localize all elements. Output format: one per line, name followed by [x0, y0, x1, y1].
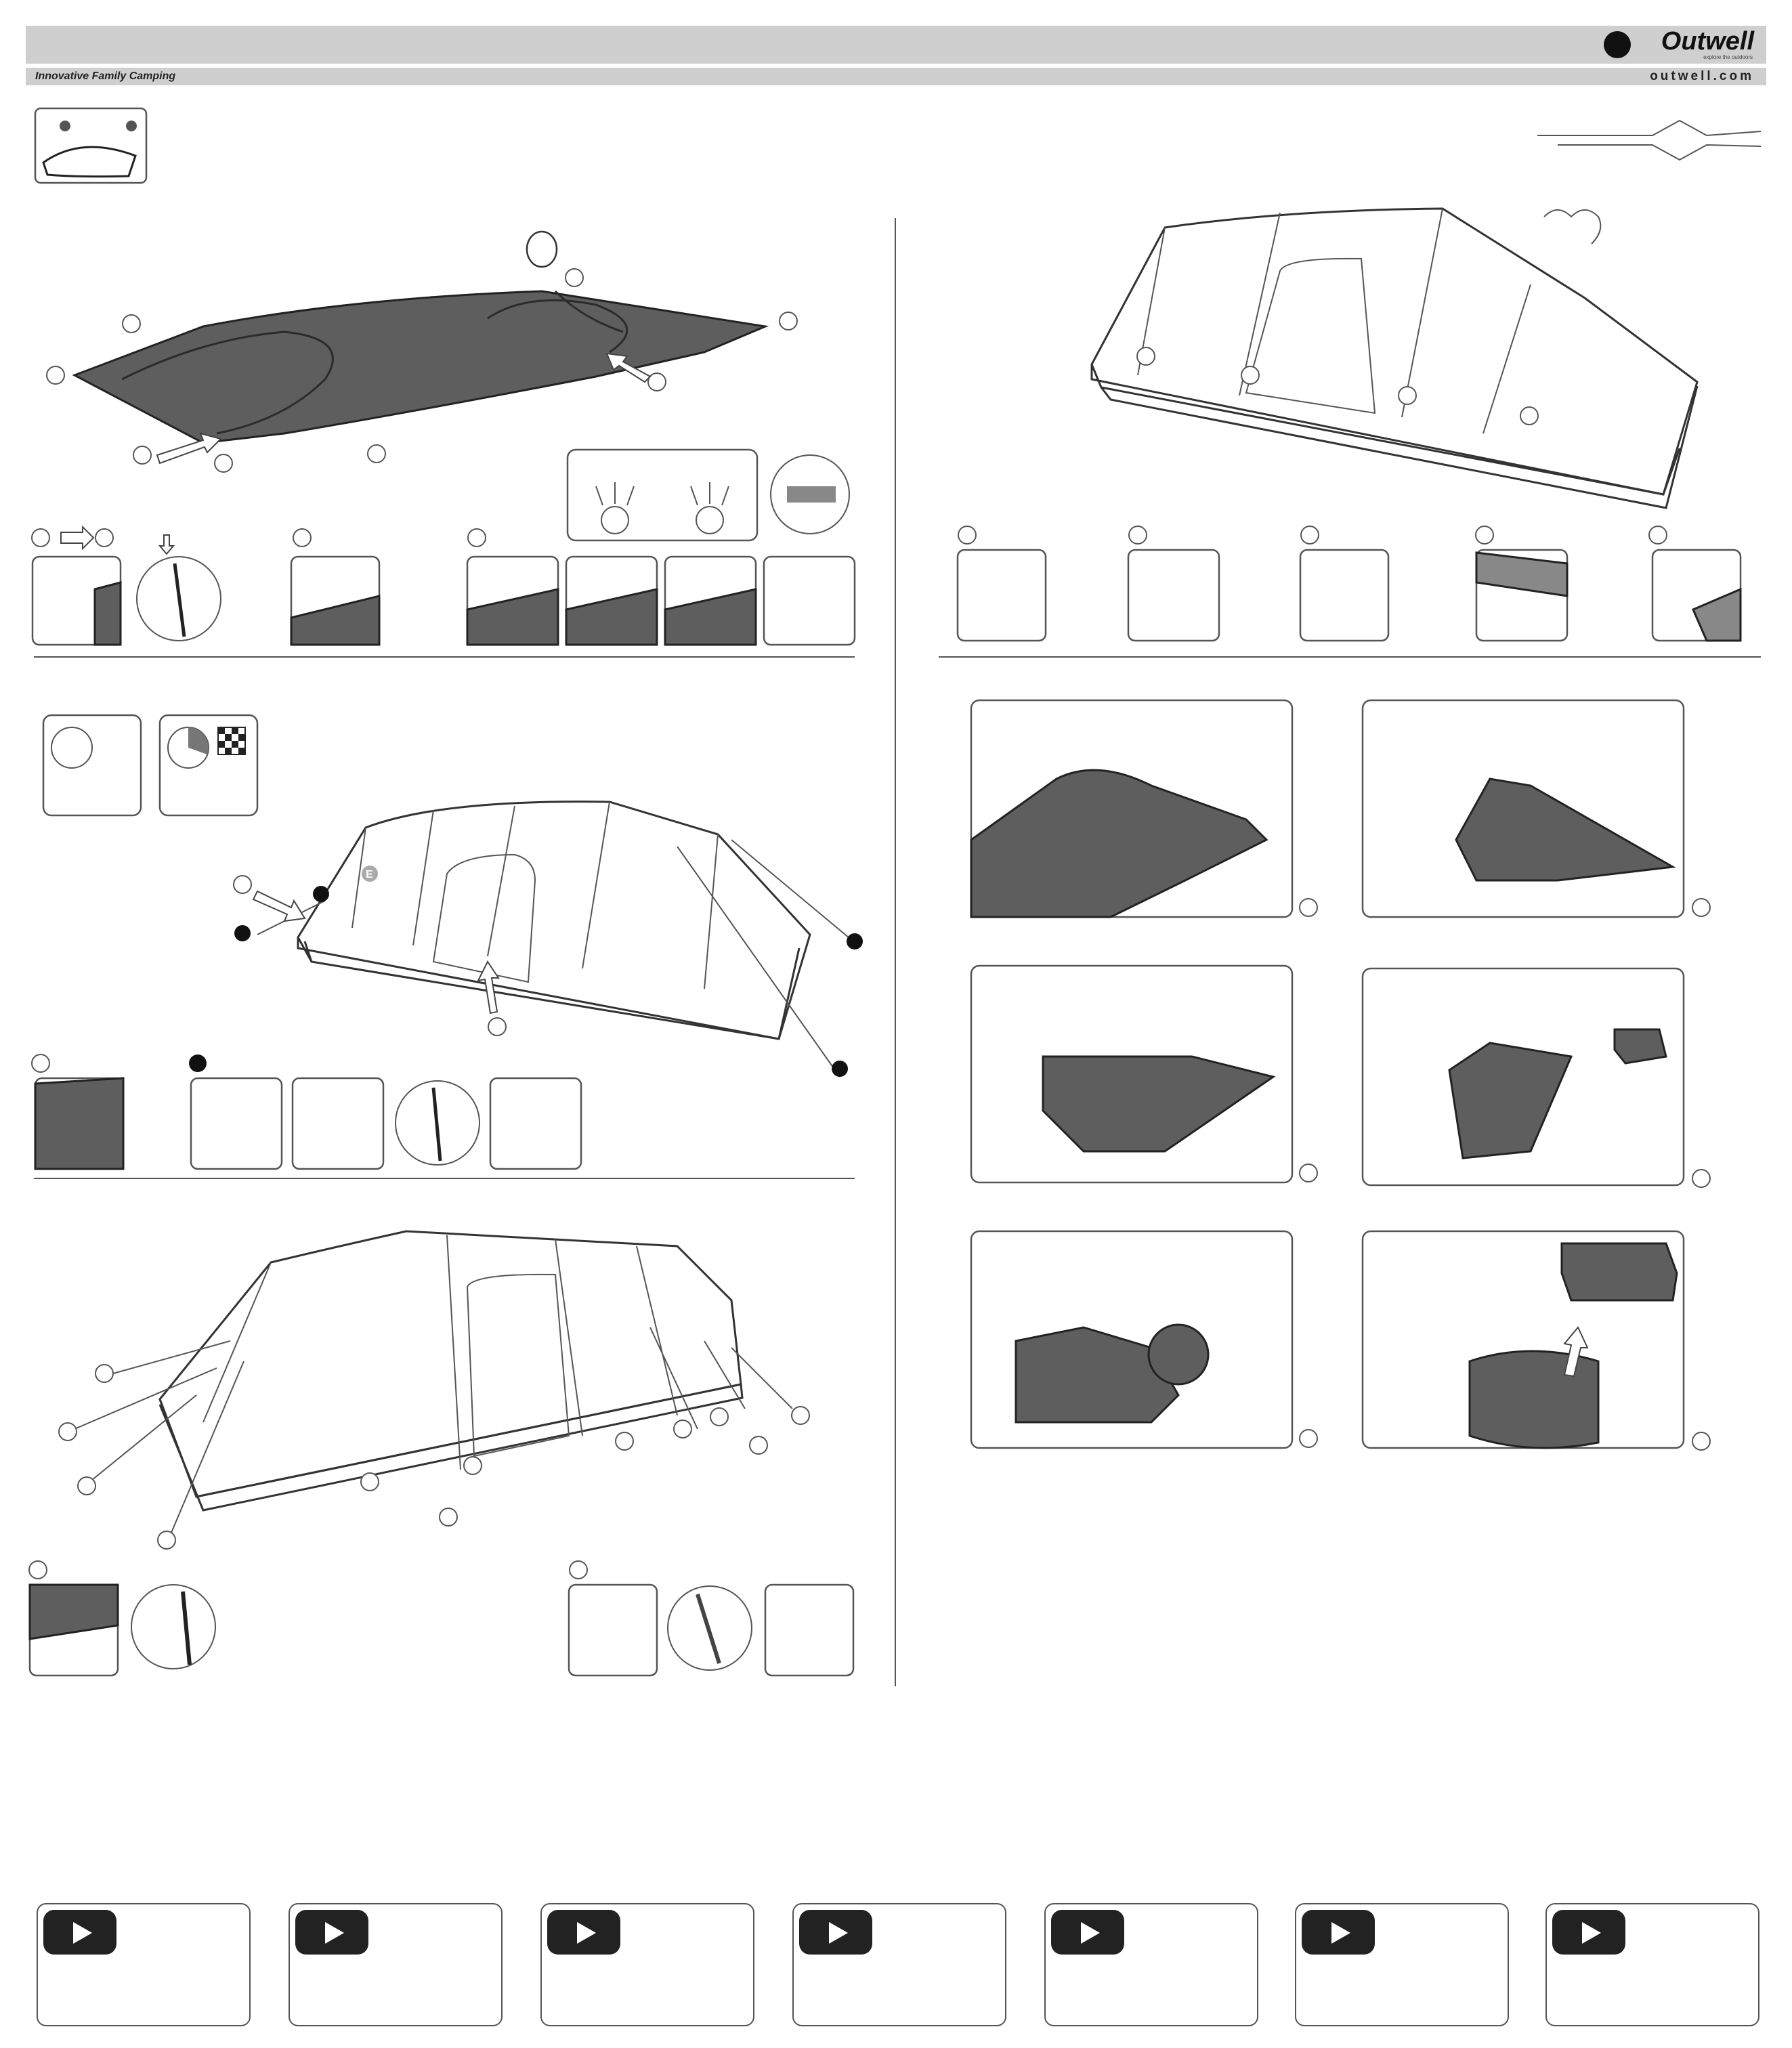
- video-card-2[interactable]: [289, 1903, 503, 2026]
- play-icon[interactable]: [43, 1910, 116, 1955]
- brand-logo: Outwell: [1661, 27, 1754, 56]
- section1-steps: [32, 527, 855, 645]
- play-icon[interactable]: [799, 1910, 872, 1955]
- play-icon[interactable]: [1552, 1910, 1625, 1955]
- valve-panel: [568, 450, 849, 540]
- right-top-steps: [958, 526, 1741, 641]
- tagline: Innovative Family Camping: [35, 70, 176, 82]
- website-url[interactable]: outwell.com: [1650, 69, 1754, 83]
- video-card-3[interactable]: [540, 1903, 754, 2026]
- tent-pitched-illustration-2: [234, 802, 863, 1077]
- section2-steps: [32, 1054, 581, 1169]
- inflate-timer-icons: [43, 715, 257, 815]
- play-icon[interactable]: [1051, 1910, 1124, 1955]
- section3-steps: [29, 1561, 853, 1676]
- play-icon[interactable]: [1302, 1910, 1375, 1955]
- tent-deflate-illustration: [1092, 209, 1697, 508]
- video-card-6[interactable]: [1295, 1903, 1509, 2026]
- decorative-swoosh: [1537, 121, 1761, 160]
- video-card-4[interactable]: [792, 1903, 1006, 2026]
- flat-tent-illustration: [47, 232, 797, 472]
- video-card-7[interactable]: [1545, 1903, 1759, 2026]
- video-card-1[interactable]: [37, 1903, 251, 2026]
- intro-thumbnail: [35, 108, 146, 183]
- play-icon[interactable]: [295, 1910, 368, 1955]
- packing-steps: [971, 700, 1710, 1450]
- play-icon[interactable]: [547, 1910, 620, 1955]
- brand-slogan: explore the outdoors: [1703, 54, 1753, 60]
- video-card-5[interactable]: [1044, 1903, 1258, 2026]
- label-e-text: E: [366, 869, 373, 880]
- tent-guylines-illustration: [59, 1231, 809, 1549]
